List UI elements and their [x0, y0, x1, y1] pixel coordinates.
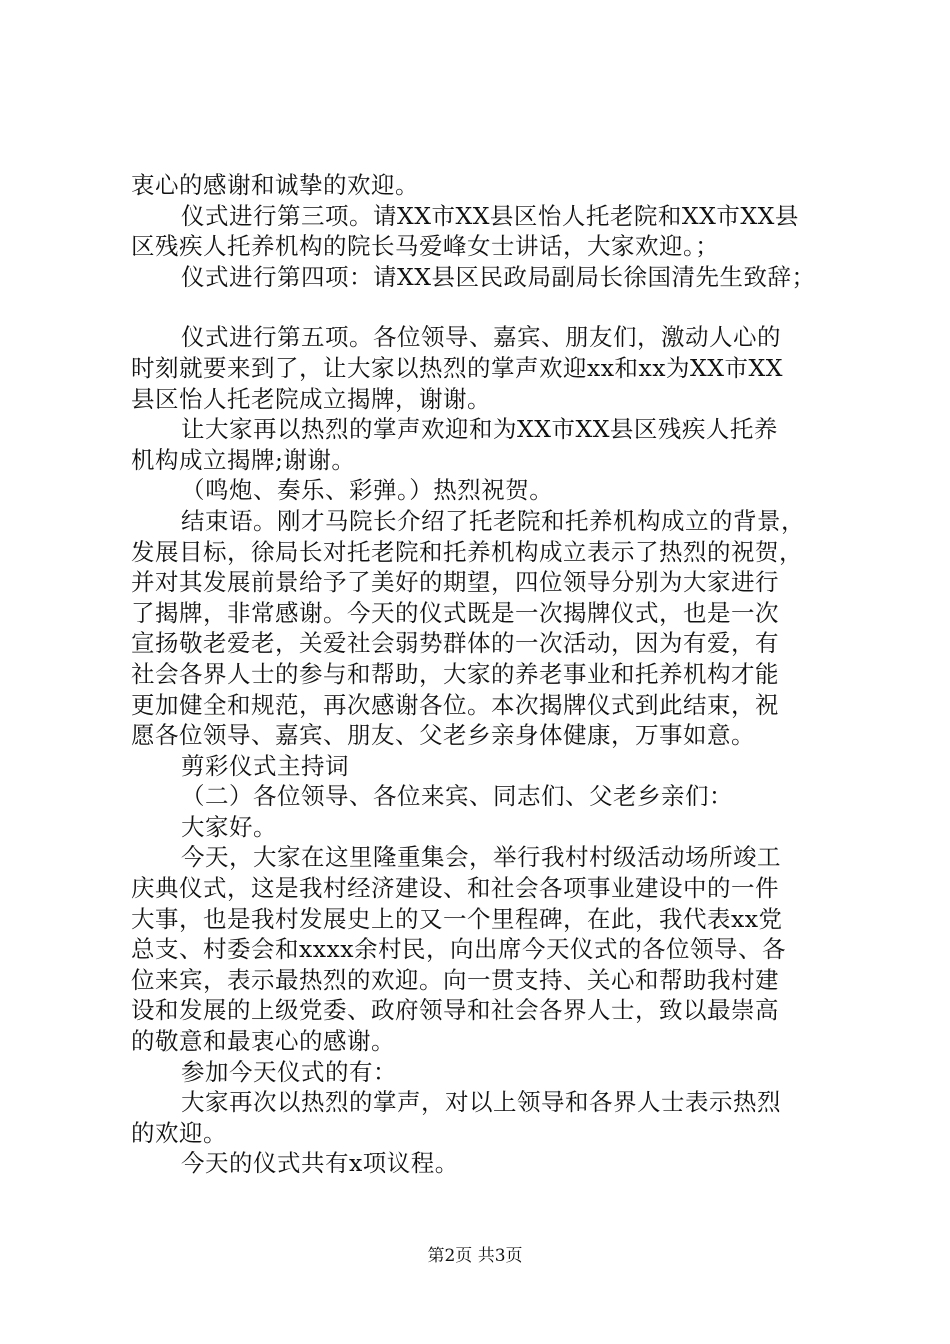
text-line: （二）各位领导、各位来宾、同志们、父老乡亲们：	[181, 782, 733, 811]
document-body	[131, 170, 831, 1179]
page-footer	[0, 1244, 950, 1268]
text-line: 宣扬敬老爱老，关爱社会弱势群体的一次活动，因为有爱，有	[131, 629, 779, 658]
text-line: 今天，大家在这里隆重集会，举行我村村级活动场所竣工	[181, 843, 781, 872]
text-line: 更加健全和规范，再次感谢各位。本次揭牌仪式到此结束，祝	[131, 690, 779, 719]
text-line: 县区怡人托老院成立揭牌，谢谢。	[131, 384, 491, 413]
text-line: 的敬意和最衷心的感谢。	[131, 1027, 395, 1056]
text-line: 大家再次以热烈的掌声，对以上领导和各界人士表示热烈	[181, 1088, 781, 1117]
section-heading: 剪彩仪式主持词	[181, 751, 349, 780]
text-line: 仪式进行第三项。请XX市XX县区怡人托老院和XX市XX县	[181, 201, 799, 230]
text-line: 总支、村委会和xxxx余村民，向出席今天仪式的各位领导、各	[131, 935, 787, 964]
text-line: 时刻就要来到了，让大家以热烈的掌声欢迎xx和xx为XX市XX	[131, 353, 783, 382]
text-line: 发展目标，徐局长对托老院和托养机构成立表示了热烈的祝贺，	[131, 537, 803, 566]
text-line: 大事，也是我村发展史上的又一个里程碑，在此，我代表xx党	[131, 904, 783, 933]
text-line: 位来宾，表示最热烈的欢迎。向一贯支持、关心和帮助我村建	[131, 965, 779, 994]
text-line: 大家好。	[181, 812, 277, 841]
text-line: 今天的仪式共有x项议程。	[181, 1149, 459, 1178]
text-line: 仪式进行第五项。各位领导、嘉宾、朋友们，激动人心的	[181, 323, 781, 352]
text-line: 愿各位领导、嘉宾、朋友、父老乡亲身体健康，万事如意。	[131, 721, 755, 750]
paragraph-gap	[131, 292, 831, 322]
text-line: 区残疾人托养机构的院长马爱峰女士讲话，大家欢迎。；	[131, 232, 720, 261]
page-indicator: 第2页 共3页	[427, 1246, 523, 1266]
text-line: 设和发展的上级党委、政府领导和社会各界人士，致以最崇高	[131, 996, 779, 1025]
text-line: 了揭牌，非常感谢。今天的仪式既是一次揭牌仪式，也是一次	[131, 598, 779, 627]
text-line: 并对其发展前景给予了美好的期望，四位领导分别为大家进行	[131, 568, 779, 597]
text-line: 庆典仪式，这是我村经济建设、和社会各项事业建设中的一件	[131, 874, 779, 903]
text-line: 结束语。刚才马院长介绍了托老院和托养机构成立的背景，	[181, 506, 805, 535]
text-line: 社会各界人士的参与和帮助，大家的养老事业和托养机构才能	[131, 659, 779, 688]
text-line: 让大家再以热烈的掌声欢迎和为XX市XX县区残疾人托养	[181, 415, 778, 444]
text-line: 机构成立揭牌;谢谢。	[131, 445, 356, 474]
text-line: 参加今天仪式的有：	[181, 1057, 397, 1086]
text-line: （鸣炮、奏乐、彩弹。）热烈祝贺。	[181, 476, 554, 505]
text-line: 衷心的感谢和诚挚的欢迎。	[131, 171, 419, 199]
text-line: 的欢迎。	[131, 1118, 227, 1147]
text-line: 仪式进行第四项：请XX县区民政局副局长徐国清先生致辞；	[181, 262, 816, 291]
